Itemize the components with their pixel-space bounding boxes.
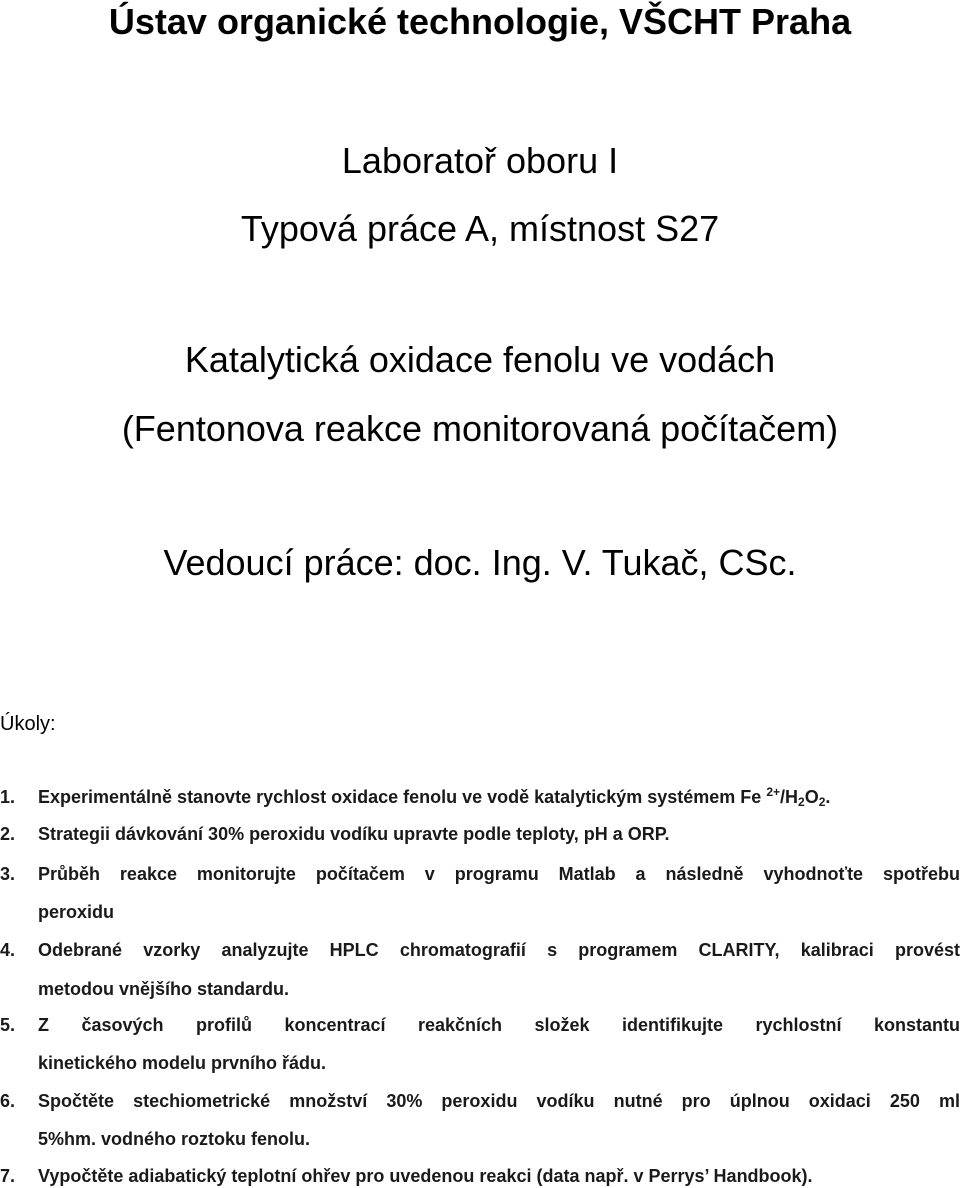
task-number: 5. — [0, 1015, 16, 1035]
task-text: Vypočtěte adiabatický teplotní ohřev pro uvedenou reakci (data např. v Perrys’ Handbook). — [38, 1166, 813, 1186]
task-text: 5%hm. vodného roztoku fenolu. — [38, 1129, 311, 1149]
task-number: 3. — [0, 864, 16, 884]
document-title-line1: Katalytická oxidace fenolu ve vodách — [184, 339, 776, 380]
task-text: kinetického modelu prvního řádu. — [38, 1053, 327, 1073]
tasks-heading: Úkoly: — [0, 713, 56, 735]
work-heading: Typová práce A, místnost S27 — [240, 208, 720, 249]
task-number: 6. — [0, 1091, 16, 1111]
task-text: Strategii dávkování 30% peroxidu vodíku upravte podle teploty, pH a ORP. — [38, 824, 670, 844]
task-text: Spočtěte stechiometrické množství 30% peroxidu vodíku nutné pro úplnou oxidaci 250 ml — [38, 1092, 960, 1111]
document-title-line2: (Fentonova reakce monitorovaná počítačem) — [121, 408, 839, 449]
institute-heading: Ústav organické technologie, VŠCHT Praha — [108, 1, 852, 42]
task-text: Odebrané vzorky analyzujte HPLC chromatografií s programem CLARITY, kalibraci provést — [38, 941, 960, 960]
task-text: metodou vnějšího standardu. — [38, 979, 290, 999]
task-text: Průběh reakce monitorujte počítačem v programu Matlab a následně vyhodnoťte spotřebu — [38, 865, 960, 884]
task-number: 1. — [0, 787, 16, 807]
task-text: Experimentálně stanovte rychlost oxidace fenolu ve vodě katalytickým systémem Fe $^{2+}/H_2O_2$. — [38, 785, 831, 809]
task-number: 2. — [0, 824, 16, 844]
task-text: Z časových profilů koncentrací reakčních složek identifikujte rychlostní konstantu — [38, 1016, 960, 1035]
task-text: peroxidu — [38, 902, 115, 922]
supervisor-line: Vedoucí práce: doc. Ing. V. Tukač, CSc. — [163, 542, 797, 583]
task-number: 4. — [0, 940, 16, 960]
lab-heading: Laboratoř oboru I — [341, 140, 619, 181]
task-number: 7. — [0, 1166, 16, 1186]
